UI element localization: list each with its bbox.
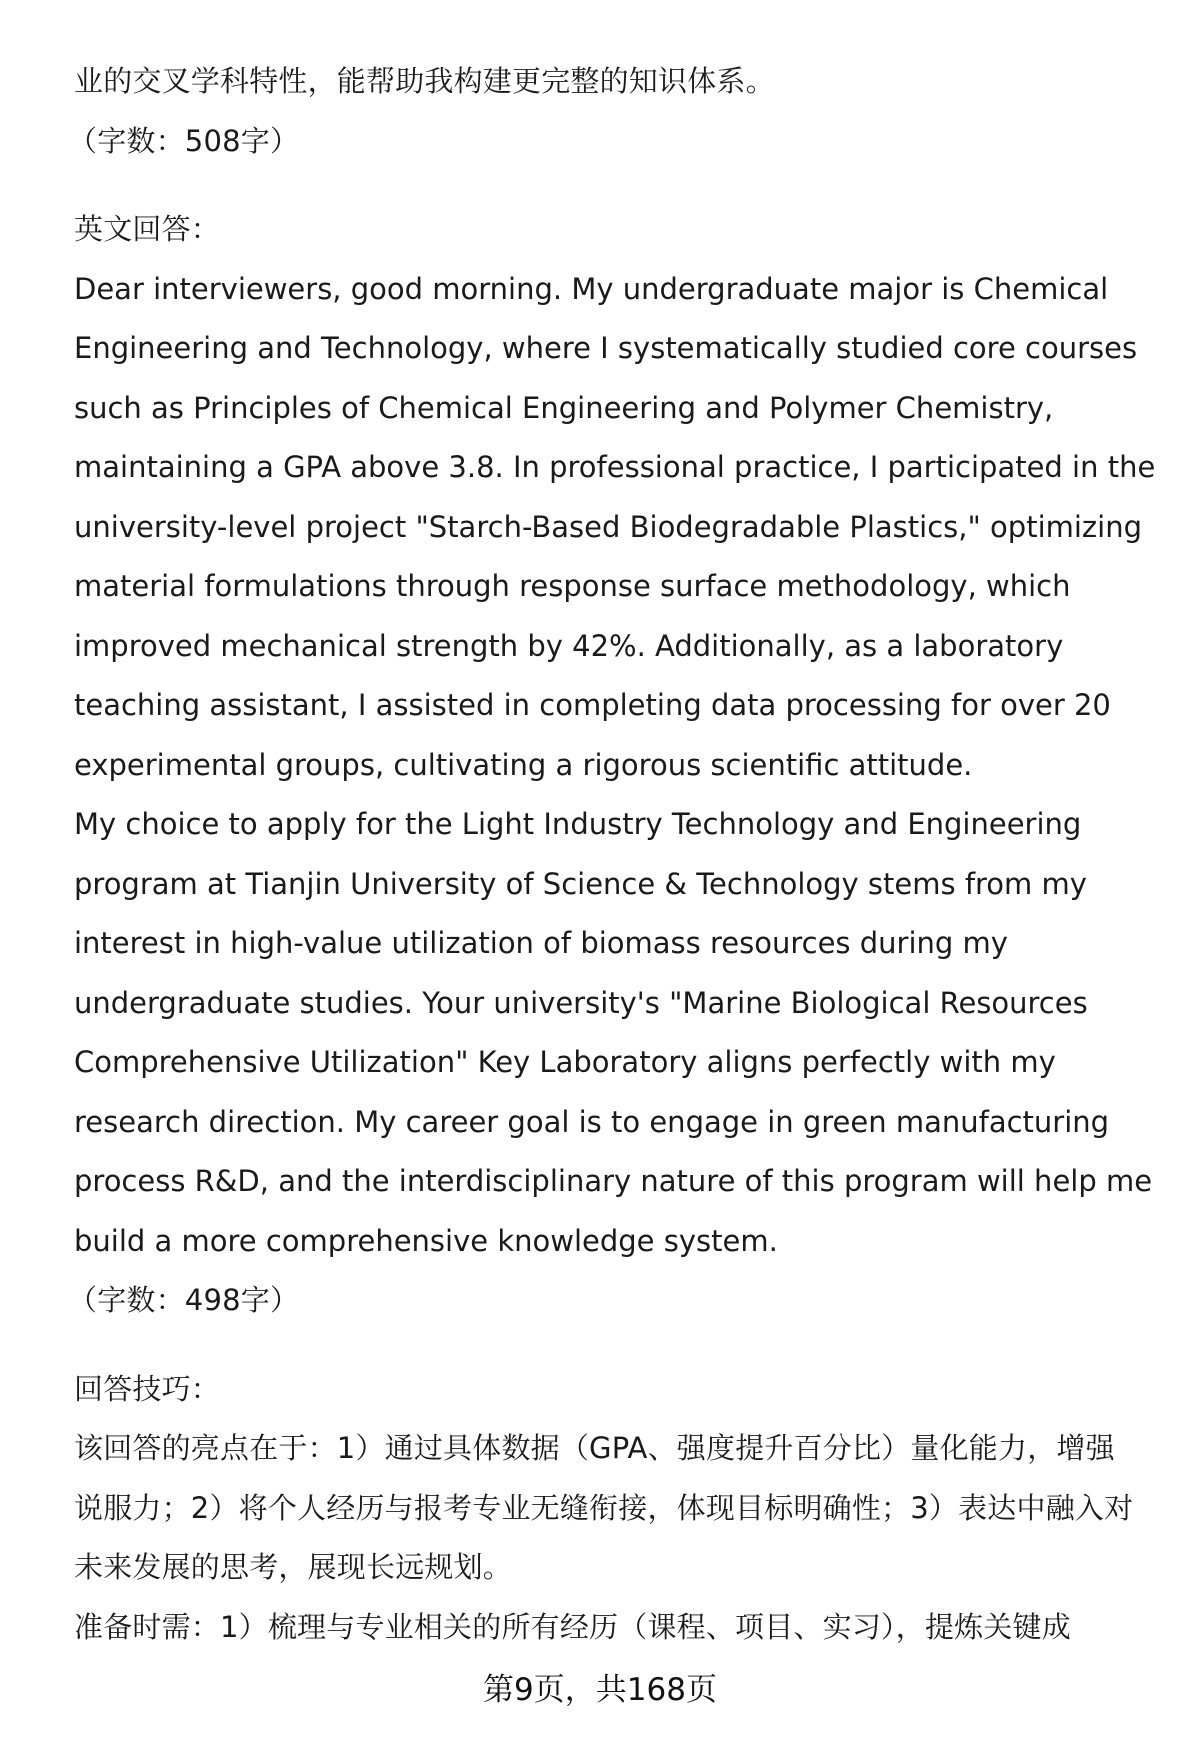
english-line: teaching assistant, I assisted in completing data processing for over 20 [74,688,1111,722]
tips-line: 该回答的亮点在于：1）通过具体数据（GPA、强度提升百分比）量化能力，增强 [74,1431,1115,1465]
english-line: Engineering and Technology, where I systematically studied core courses [74,331,1138,365]
english-line: My choice to apply for the Light Industry Technology and Engineering [74,807,1082,841]
english-line: process R&D, and the interdisciplinary nature of this program will help me [74,1164,1153,1198]
english-line: improved mechanical strength by 42%. Additionally, as a laboratory [74,628,1064,663]
page-number-footer: 第9页，共168页 [483,1672,717,1708]
english-line: interest in high-value utilization of biomass resources during my [74,926,1008,960]
english-line: university-level project "Starch-Based Biodegradable Plastics," optimizing [74,509,1143,544]
english-answer-heading: 英文回答： [74,212,221,246]
word-count-chinese: （字数：508字） [68,123,300,158]
tips-line: 准备时需：1）梳理与专业相关的所有经历（课程、项目、实习），提炼关键成 [74,1609,1071,1644]
tips-heading: 回答技巧： [74,1371,221,1406]
document-page [68,52,1156,1657]
english-line: material formulations through response surface methodology, which [74,569,1071,603]
word-count-english: （字数：498字） [68,1283,300,1317]
english-line: undergraduate studies. Your university's "Marine Biological Resources [74,985,1088,1020]
english-line: such as Principles of Chemical Engineering and Polymer Chemistry, [74,390,1054,425]
tips-line: 说服力；2）将个人经历与报考专业无缝衔接，体现目标明确性；3）表达中融入对 [74,1490,1134,1525]
english-line: Comprehensive Utilization" Key Laboratory aligns perfectly with my [74,1045,1056,1079]
english-line: Dear interviewers, good morning. My undergraduate major is Chemical [74,271,1109,306]
tips-line: 未来发展的思考，展现长远规划。 [74,1550,513,1584]
english-line: program at Tianjin University of Science & Technology stems from my [74,866,1087,901]
english-line: experimental groups, cultivating a rigorous scientific attitude. [74,747,973,782]
english-line: research direction. My career goal is to engage in green manufacturing [74,1104,1110,1139]
english-line: maintaining a GPA above 3.8. In professional practice, I participated in the [74,450,1156,484]
text-line: 业的交叉学科特性，能帮助我构建更完整的知识体系。 [74,64,775,98]
english-line: build a more comprehensive knowledge system. [74,1223,778,1258]
